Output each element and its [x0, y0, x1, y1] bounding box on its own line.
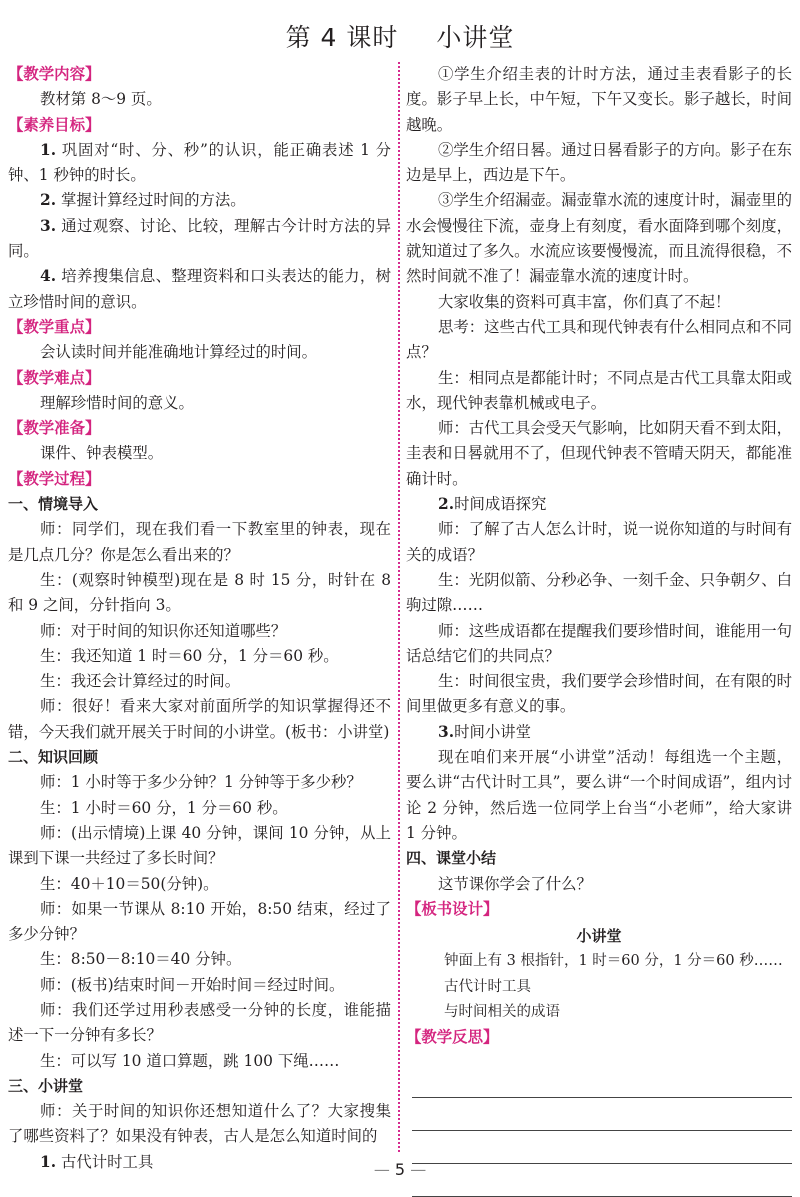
subsection-heading: 3.时间小讲堂 — [438, 722, 532, 741]
dialogue-line: 生：1 小时＝60 分，1 分＝60 秒。 — [40, 798, 288, 817]
left-column — [8, 62, 391, 1175]
lesson-name: 小讲堂 — [436, 23, 515, 52]
dialogue-line: 师：1 小时等于多少分钟？1 分钟等于多少秒？ — [40, 773, 362, 792]
board-line: 钟面上有 3 根指针，1 时＝60 分，1 分＝60 秒…… — [444, 953, 783, 970]
summary-question: 这节课你学会了什么？ — [438, 874, 592, 893]
goal-item: 3. 通过观察、讨论、比较，理解古今计时方法的异同。 — [8, 216, 391, 261]
section-heading: 一、情境导入 — [8, 495, 99, 514]
page-title — [0, 18, 800, 54]
dialogue-line: 生：40＋10＝50(分钟)。 — [40, 874, 219, 893]
teaching-content: 教材第 8～9 页。 — [40, 90, 162, 109]
lesson-number: 第 4 课时 — [285, 23, 399, 52]
dialogue-line: 师：(出示情境)上课 40 分钟，课间 10 分钟，从上课到下课一共经过了多长时间？ — [8, 823, 391, 868]
board-line: 古代计时工具 — [444, 978, 531, 995]
dialogue-line: 大家收集的资料可真丰富，你们真了不起！ — [438, 292, 731, 311]
section-heading: 三、小讲堂 — [8, 1076, 84, 1095]
goal-item: 2. 掌握计算经过时间的方法。 — [40, 191, 246, 210]
goal-item: 4. 培养搜集信息、整理资料和口头表达的能力，树立珍惜时间的意识。 — [8, 267, 391, 311]
section-heading: 四、课堂小结 — [406, 849, 497, 868]
tag-board-design: 【板书设计】 — [406, 899, 499, 918]
tag-key-point: 【教学重点】 — [8, 317, 101, 336]
dialogue-line: 师：(板书)结束时间－开始时间＝经过时间。 — [40, 975, 345, 994]
dialogue-line: ③学生介绍漏壶。漏壶靠水流的速度计时，漏壶里的水会慢慢往下流，壶身上有刻度，看水面降到哪个刻度，就知道过了多久。水流应该要慢慢流，而且流得很稳，不然时间就不准了！漏壶靠水流的速度计时。 — [406, 191, 792, 286]
dialogue-line: 生：我还知道 1 时＝60 分，1 分＝60 秒。 — [40, 646, 339, 665]
tag-reflection: 【教学反思】 — [406, 1028, 499, 1047]
section-heading: 二、知识回顾 — [8, 748, 99, 767]
dialogue-line: 师：对于时间的知识你还知道哪些？ — [40, 621, 287, 640]
difficulty: 理解珍惜时间的意义。 — [40, 393, 194, 412]
dialogue-line: 生：我还会计算经过的时间。 — [40, 672, 241, 691]
subsection-heading: 2.时间成语探究 — [438, 495, 547, 514]
dialogue-line: 生：相同点是都能计时；不同点是古代工具靠太阳或水，现代钟表靠机械或电子。 — [406, 368, 792, 412]
tag-difficulty: 【教学难点】 — [8, 368, 101, 387]
dialogue-line: 生：8:50－8:10＝40 分钟。 — [40, 950, 242, 969]
dialogue-line: 生：时间很宝贵，我们要学会珍惜时间，在有限的时间里做更多有意义的事。 — [406, 672, 792, 716]
dialogue-line: 师：我们还学过用秒表感受一分钟的长度，谁能描述一下一分钟有多长？ — [8, 1000, 391, 1045]
column-divider — [398, 62, 400, 1152]
writing-line — [412, 1098, 792, 1131]
dialogue-line: 生：(观察时钟模型)现在是 8 时 15 分，时针在 8 和 9 之间，分针指向 3。 — [8, 570, 391, 615]
dialogue-line: 师：同学们，现在我们看一下教室里的钟表，现在是几点几分？你是怎么看出来的？ — [8, 520, 391, 564]
goal-item: 1. 巩固对“时、分、秒”的认识，能正确表述 1 分钟、1 秒钟的时长。 — [8, 140, 391, 185]
board-line: 与时间相关的成语 — [444, 1003, 560, 1020]
dialogue-line: 师：古代工具会受天气影响，比如阴天看不到太阳，圭表和日晷就用不了，但现代钟表不管晴天阴天，都能准确计时。 — [406, 419, 792, 488]
tag-preparation: 【教学准备】 — [8, 419, 101, 438]
writing-line — [412, 1065, 792, 1098]
preparation: 课件、钟表模型。 — [40, 444, 164, 463]
dialogue-line: ①学生介绍圭表的计时方法，通过圭表看影子的长度。影子早上长，中午短，下午又变长。影子越长，时间越晚。 — [406, 65, 792, 134]
page-number: — 5 — — [373, 1160, 427, 1179]
board-title: 小讲堂 — [576, 927, 622, 946]
dialogue-line: 生：光阴似箭、分秒必争、一刻千金、只争朝夕、白驹过隙…… — [406, 570, 792, 615]
dialogue-line: 师：关于时间的知识你还想知道什么了？大家搜集了哪些资料了？如果没有钟表，古人是怎么知道时间的 — [8, 1102, 391, 1146]
dialogue-line: 师：如果一节课从 8:10 开始，8:50 结束，经过了多少分钟？ — [8, 899, 391, 944]
dialogue-line: 师：很好！看来大家对前面所学的知识掌握得还不错，今天我们就开展关于时间的小讲堂。(板书：小讲堂) — [8, 697, 391, 741]
dialogue-line: 生：可以写 10 道口算题，跳 100 下绳…… — [40, 1051, 340, 1070]
tag-teaching-content: 【教学内容】 — [8, 65, 101, 83]
writing-line — [412, 1131, 792, 1164]
key-point: 会认读时间并能准确地计算经过的时间。 — [40, 343, 318, 362]
subsection-heading: 1. 古代计时工具 — [40, 1152, 154, 1171]
dialogue-line: 师：这些成语都在提醒我们要珍惜时间，谁能用一句话总结它们的共同点？ — [406, 621, 792, 665]
dialogue-line: 现在咱们来开展“小讲堂”活动！每组选一个主题，要么讲“古代计时工具”，要么讲“一个时间成语”，组内讨论 2 分钟，然后选一位同学上台当“小老师”，给大家讲 1 分钟。 — [406, 748, 792, 842]
dialogue-line: ②学生介绍日晷。通过日晷看影子的方向。影子在东边是早上，西边是下午。 — [406, 140, 792, 185]
tag-process: 【教学过程】 — [8, 469, 101, 488]
tag-goals: 【素养目标】 — [8, 115, 101, 134]
dialogue-line: 师：了解了古人怎么计时，说一说你知道的与时间有关的成语？ — [406, 520, 792, 564]
right-column — [406, 62, 792, 1197]
dialogue-line: 思考：这些古代工具和现代钟表有什么相同点和不同点？ — [406, 317, 792, 362]
